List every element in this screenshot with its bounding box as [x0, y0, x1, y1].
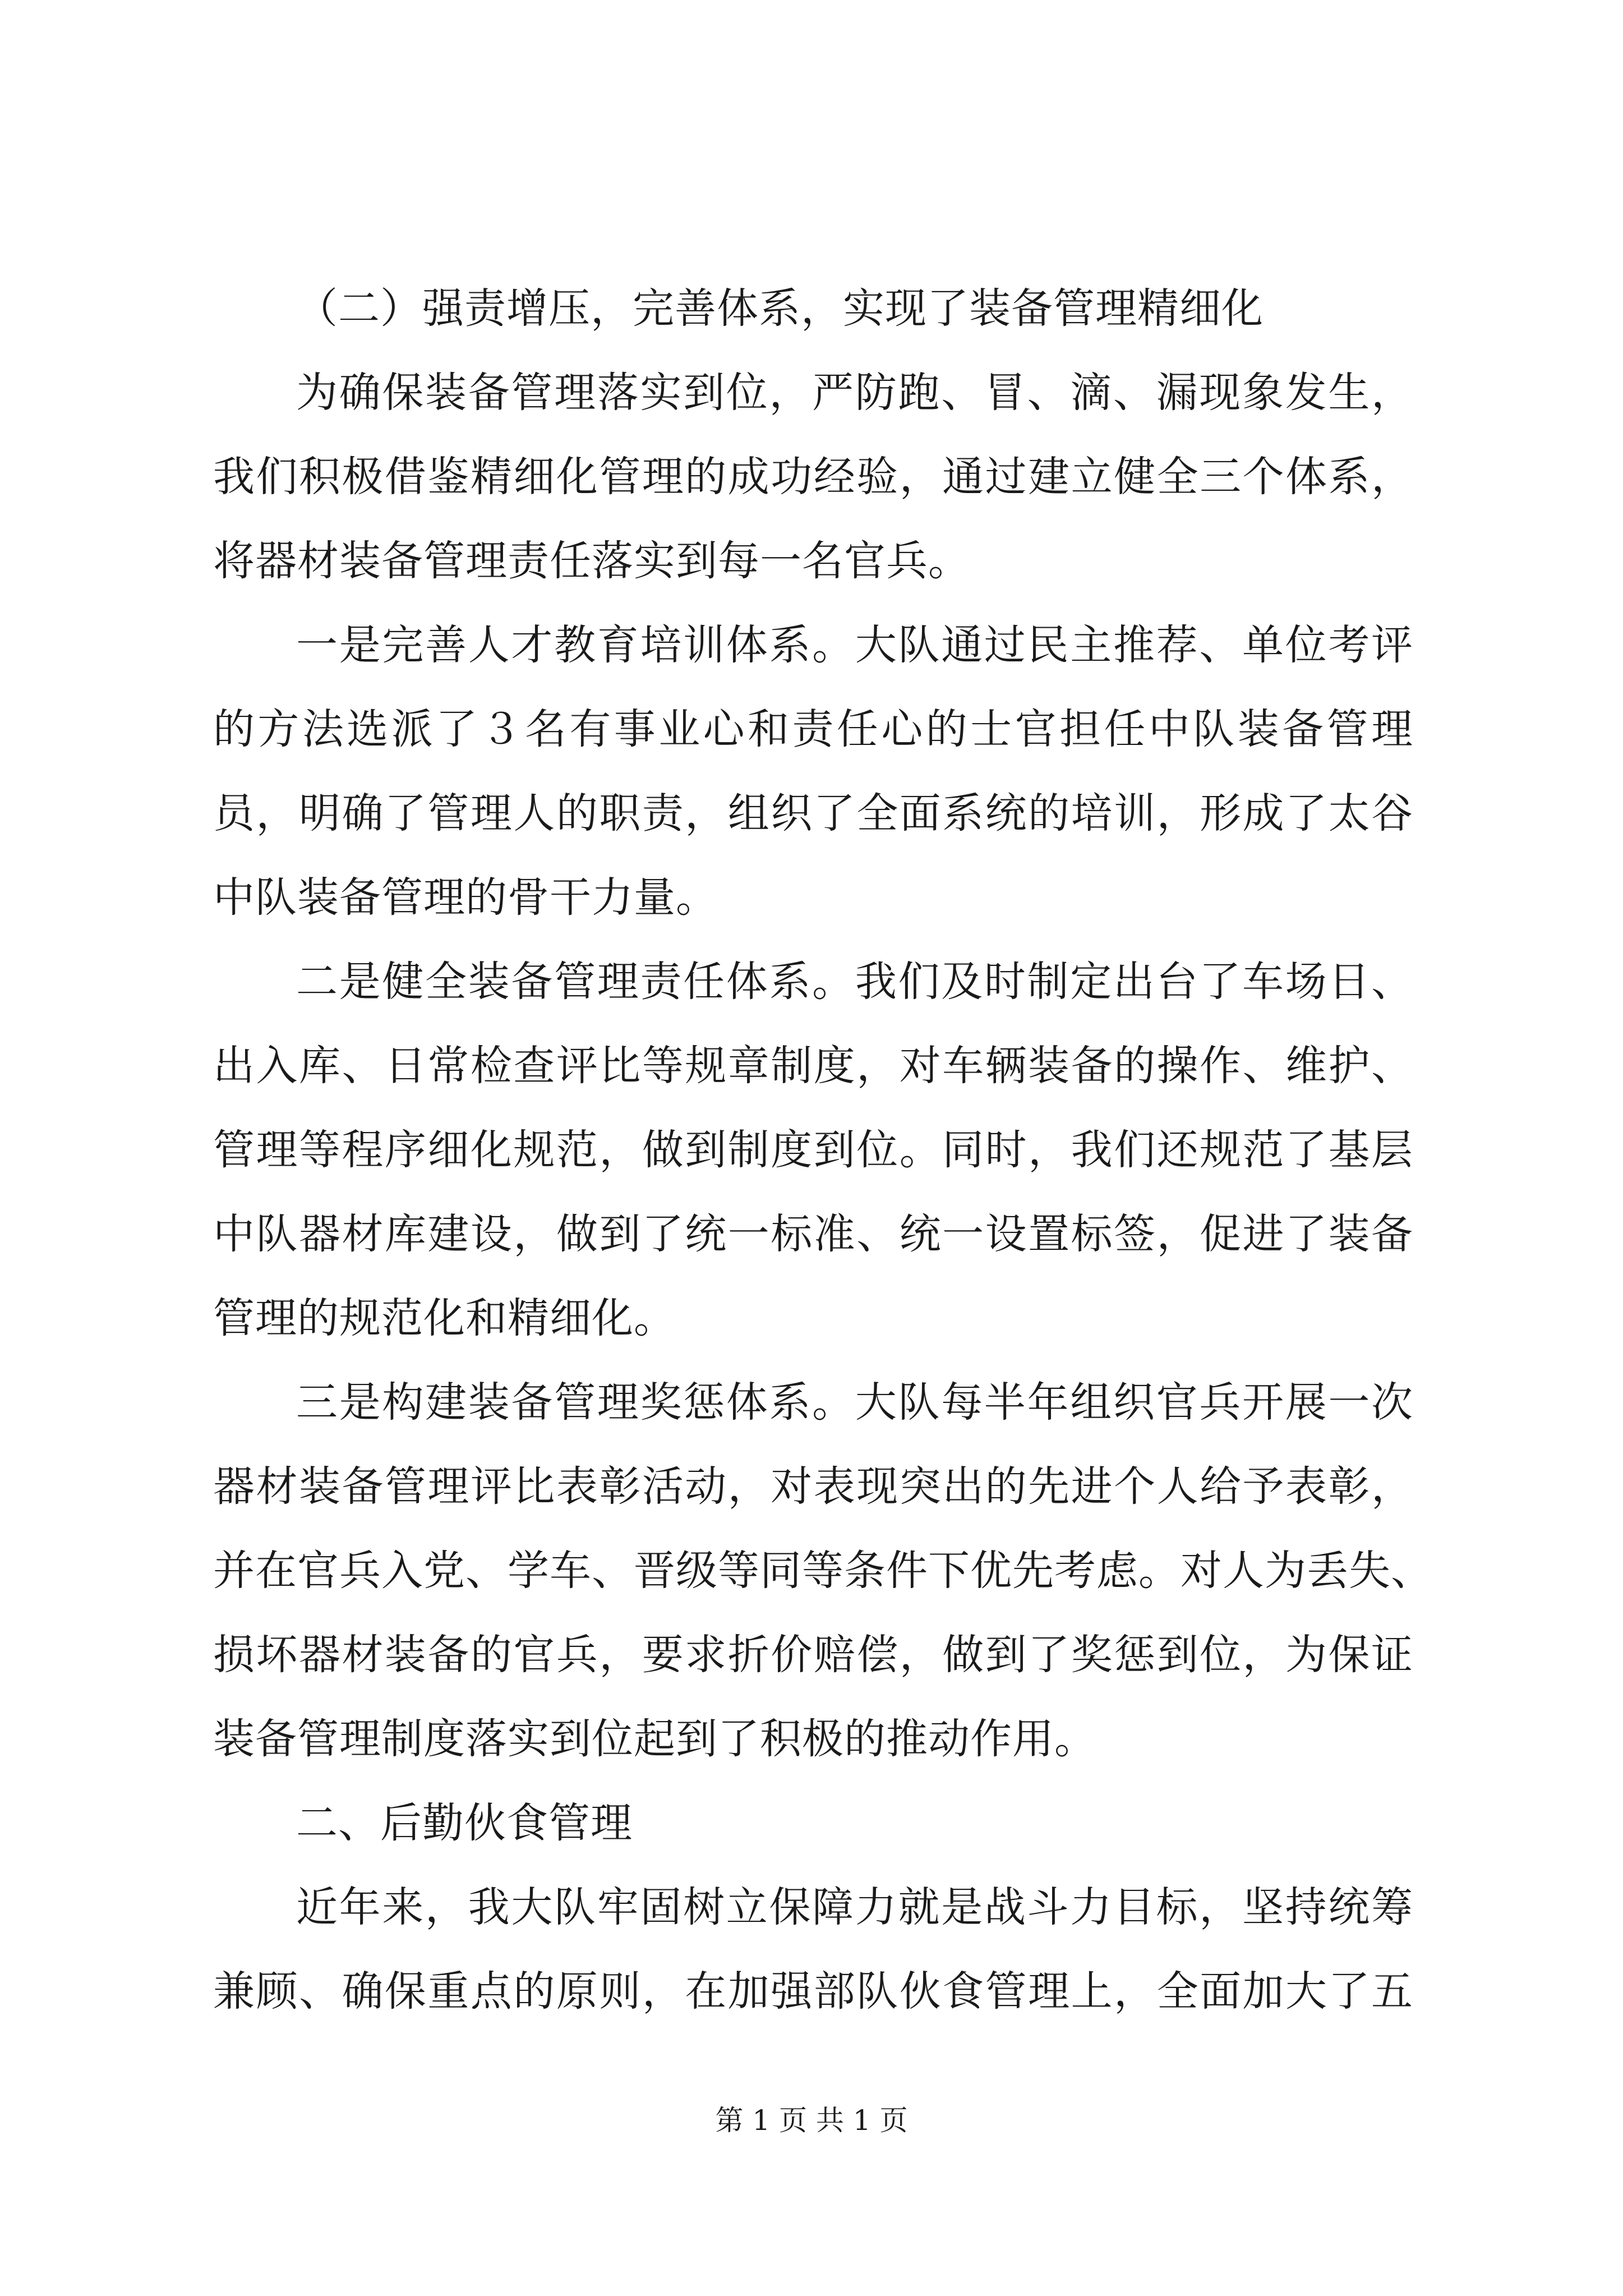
text-line: 并在官兵入党、学车、晋级等同等条件下优先考虑。对人为丢失、: [213, 1547, 1433, 1595]
section-subheading: （二）强责增压，完善体系，实现了装备管理精细化: [296, 284, 1264, 333]
document-body: [213, 266, 1433, 2033]
text-line: 的方法选派了３名有事业心和责任心的士官担任中队装备管理: [213, 705, 1413, 753]
text-line: 管理等程序细化规范，做到制度到位。同时，我们还规范了基层: [213, 1126, 1413, 1174]
text-line: 兼顾、确保重点的原则，在加强部队伙食管理上，全面加大了五: [213, 1967, 1413, 2016]
text-line: 为确保装备管理落实到位，严防跑、冒、滴、漏现象发生，: [296, 369, 1413, 417]
text-line: 将器材装备管理责任落实到每一名官兵。: [213, 537, 970, 585]
text-line: 器材装备管理评比表彰活动，对表现突出的先进个人给予表彰，: [213, 1462, 1413, 1511]
text-line: 一是完善人才教育培训体系。大队通过民主推荐、单位考评: [296, 621, 1413, 669]
page-footer: [0, 2101, 1623, 2140]
text-line: 三是构建装备管理奖惩体系。大队每半年组织官兵开展一次: [296, 1378, 1413, 1427]
text-line: 中队器材库建设，做到了统一标准、统一设置标签，促进了装备: [213, 1210, 1413, 1258]
text-line: 近年来，我大队牢固树立保障力就是战斗力目标，坚持统筹: [296, 1883, 1413, 1931]
text-line: 我们积极借鉴精细化管理的成功经验，通过建立健全三个体系，: [213, 453, 1413, 501]
text-line: 出入库、日常检查评比等规章制度，对车辆装备的操作、维护、: [213, 1042, 1413, 1090]
page-number-label: 第 1 页 共 1 页: [715, 2104, 908, 2137]
text-line: 员，明确了管理人的职责，组织了全面系统的培训，形成了太谷: [213, 789, 1413, 838]
text-line: 二是健全装备管理责任体系。我们及时制定出台了车场日、: [296, 958, 1413, 1006]
text-line: 中队装备管理的骨干力量。: [213, 873, 718, 922]
text-line: 损坏器材装备的官兵，要求折价赔偿，做到了奖惩到位，为保证: [213, 1631, 1413, 1679]
section-heading: 二、后勤伙食管理: [296, 1799, 633, 1847]
text-line: 管理的规范化和精细化。: [213, 1294, 676, 1342]
text-line: 装备管理制度落实到位起到了积极的推动作用。: [213, 1715, 1096, 1763]
